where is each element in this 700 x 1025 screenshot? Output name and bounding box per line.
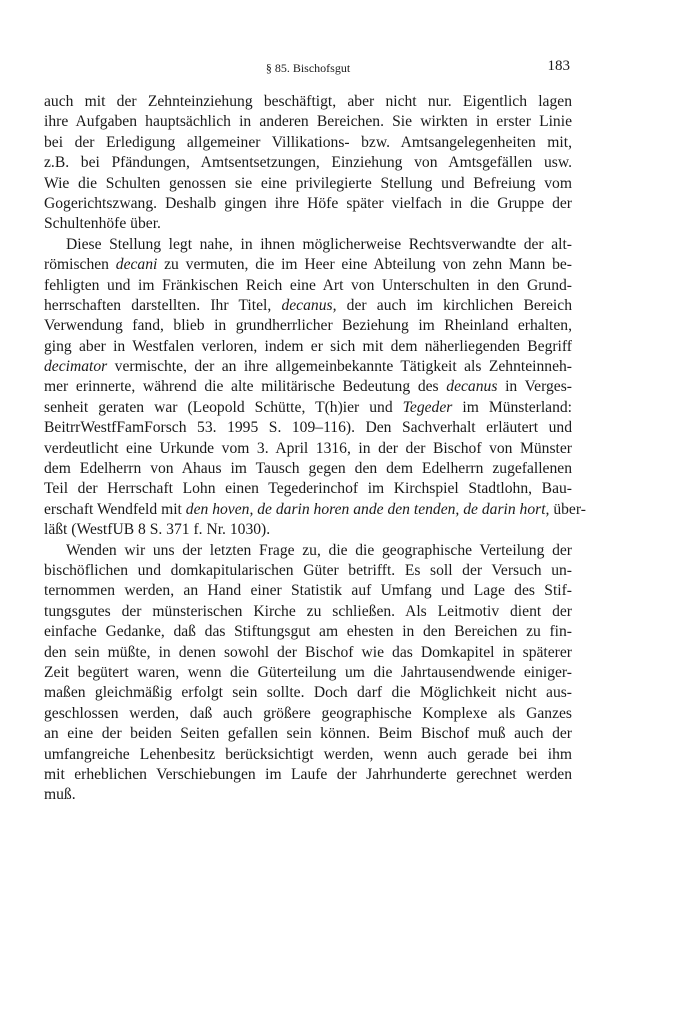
text-run: im Münsterland: (452, 398, 572, 416)
text-line (44, 479, 572, 499)
text-line (44, 112, 572, 132)
text-line (44, 398, 572, 418)
text-line (44, 561, 572, 581)
text-line (44, 92, 572, 112)
text-run: verdeutlicht eine Urkunde vom 3. April 1316, in der der Bischof von Münster (44, 439, 572, 457)
text-run: mit erheblichen Verschiebungen im Laufe der Jahrhunderte gerechnet werden (44, 765, 572, 783)
text-line (44, 581, 572, 601)
text-run: zu vermuten, die im Heer eine Abteilung von zehn Mann be- (157, 256, 573, 274)
text-run: mer erinnerte, während die alte militärische Bedeutung des (44, 378, 447, 396)
text-run: auch mit der Zehnteinziehung beschäftigt, aber nicht nur. Eigentlich lagen (44, 93, 572, 110)
text-line (44, 153, 572, 173)
text-line (44, 357, 572, 377)
text-line (44, 337, 572, 357)
paragraph (44, 92, 572, 235)
text-line (44, 541, 572, 561)
text-line (44, 316, 572, 336)
italic-term: decanus (446, 378, 498, 396)
text-line (44, 683, 572, 703)
text-line (44, 459, 572, 479)
italic-term: den hoven, de darin horen ande den tenden, de darin hort, (185, 500, 550, 518)
text-run: maßen gleichmäßig erfolgt sein sollte. Doch darf die Möglichkeit nicht aus- (44, 684, 572, 702)
text-run: Diese Stellung legt nahe, in ihnen möglicherweise Rechtsverwandte der alt- (66, 235, 572, 253)
text-line (44, 765, 572, 785)
text-line (44, 174, 572, 194)
text-run: Verwendung fand, blieb in grundherrlicher Beziehung im Rheinland erhalten, (44, 317, 572, 335)
italic-term: decimator (44, 358, 108, 376)
running-head (44, 58, 572, 78)
text-line (44, 296, 572, 316)
text-run: römischen (44, 256, 116, 274)
text-run: muß. (44, 786, 76, 804)
text-line (44, 276, 572, 296)
text-line (44, 214, 572, 234)
text-run: in Verges- (497, 378, 572, 396)
paragraph (44, 235, 586, 541)
text-run: Wie die Schulten genossen sie eine privilegierte Stellung und Befreiung vom (44, 174, 572, 192)
text-run: geschlossen werden, daß auch größere geographische Komplexe als Ganzes (44, 704, 572, 722)
text-run: bischöflichen und domkapitularischen Güter betrifft. Es soll der Versuch un- (44, 561, 572, 579)
text-line (44, 418, 572, 438)
text-run: senheit geraten war (Leopold Schütte, T(h)ier und (44, 398, 403, 416)
text-line (44, 133, 572, 153)
text-run: läßt (WestfUB 8 S. 371 f. Nr. 1030). (44, 521, 271, 539)
text-line (44, 255, 572, 275)
italic-term: Tegeder (402, 398, 453, 416)
text-run: ihre Aufgaben hauptsächlich in anderen Bereichen. Sie wirkten in erster Linie (44, 113, 572, 131)
body-text (44, 92, 586, 806)
text-line (44, 643, 572, 663)
text-line (44, 663, 572, 683)
text-run: fehligten und im Fränkischen Reich eine Art von Unterschulten in den Grund- (44, 276, 572, 294)
italic-term: decani (115, 256, 158, 274)
paragraph (44, 541, 572, 806)
text-line (44, 785, 572, 805)
text-run: vermischte, der an ihre allgemeinbekannte Tätigkeit als Zehnteinneh- (107, 358, 572, 376)
text-run: über- (549, 500, 586, 518)
text-line (44, 194, 572, 214)
text-run: einfache Gedanke, daß das Stiftungsgut am ehesten in den Bereichen zu fin- (44, 623, 572, 641)
text-run: Teil der Herrschaft Lohn einen Tegederinchof im Kirchspiel Stadtlohn, Bau- (44, 480, 572, 498)
text-run: dem Edelherrn von Ahaus im Tausch gegen den dem Edelherrn zugefallenen (44, 460, 572, 478)
text-line (44, 439, 572, 459)
text-run: herrschaften darstellten. Ihr Titel, (44, 296, 282, 314)
text-run: erschaft Wendfeld mit (44, 500, 186, 518)
text-run: tungsgutes der münsterischen Kirche zu schließen. Als Leitmotiv dient der (44, 602, 572, 620)
text-run: an eine der beiden Seiten gefallen sein können. Beim Bischof muß auch der (44, 725, 572, 743)
text-run: bei der Erledigung allgemeiner Villikations- bzw. Amtsangelegenheiten mit, (44, 133, 572, 151)
text-line (44, 704, 572, 724)
text-line (44, 724, 572, 744)
text-run: den sein müßte, in denen sowohl der Bischof wie das Domkapitel in späterer (44, 643, 572, 661)
text-run: ging aber in Westfalen verloren, indem er sich mit dem näherliegenden Begriff (44, 337, 572, 355)
running-title: § 85. Bischofsgut (265, 61, 351, 75)
text-line (44, 622, 572, 642)
text-run: Wenden wir uns der letzten Frage zu, die die geographische Verteilung der (66, 541, 572, 559)
text-line (44, 745, 572, 765)
text-run: der auch im kirchlichen Bereich (336, 296, 572, 314)
page-number: 183 (547, 58, 570, 74)
text-run: BeitrrWestfFamForsch 53. 1995 S. 109–116). Den Sachverhalt erläutert und (44, 419, 572, 437)
text-run: umfangreiche Lehenbesitz berücksichtigt werden, wenn auch gerade bei ihm (44, 745, 572, 763)
text-line (44, 377, 572, 397)
text-run: Zeit begütert waren, wenn die Güterteilung um die Jahrtausendwende einiger- (44, 663, 572, 681)
text-line (44, 500, 586, 520)
italic-term: decanus, (281, 296, 337, 314)
text-line (44, 520, 572, 540)
text-run: Gogerichtszwang. Deshalb gingen ihre Höfe später vielfach in die Gruppe der (44, 194, 572, 212)
text-run: z.B. bei Pfändungen, Amtsentsetzungen, Einziehung von Amtsgefällen usw. (44, 154, 572, 172)
text-run: ternommen werden, an Hand einer Statistik auf Umfang und Lage des Stif- (44, 582, 572, 600)
text-line (44, 235, 572, 255)
text-run: Schultenhöfe über. (44, 215, 161, 233)
text-line (44, 602, 572, 622)
